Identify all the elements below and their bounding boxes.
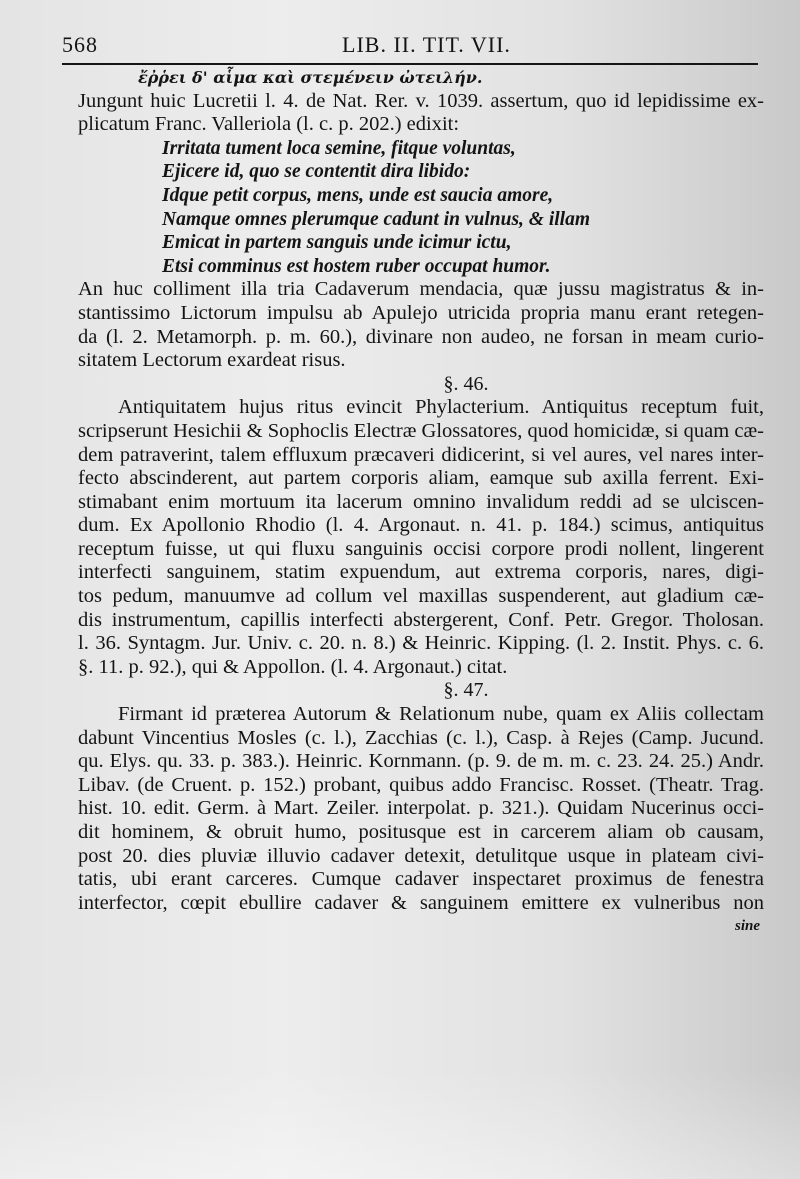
text-line: tatis, ubi erant carceres. Cumque cadaver inspectaret proximus de fenestra — [78, 868, 764, 891]
section-number: §. 47. — [443, 679, 489, 702]
text-line: qu. Elys. qu. 33. p. 383.). Heinric. Kornmann. (p. 9. de m. m. c. 23. 24. 25.) Andr. — [78, 750, 764, 773]
verse-line: Idque petit corpus, mens, unde est saucia amore, — [162, 184, 554, 206]
text-line: stimabant enim mortuum ita lacerum omnino invalidum reddi ad se ulciscen- — [78, 490, 764, 513]
section-number: §. 46. — [443, 372, 489, 395]
text-line: scripserunt Hesichii & Sophoclis Electræ Glossatores, quod homicidæ, si quam cæ- — [78, 419, 764, 442]
text-line: Firmant id præterea Autorum & Relationum nube, quam ex Aliis collectam — [118, 703, 764, 726]
text-line: Antiquitatem hujus ritus evincit Phylacterium. Antiquitus receptum fuit, — [118, 396, 764, 419]
verse-line: Irritata tument loca semine, fitque voluntas, — [162, 137, 516, 159]
text-line: post 20. dies pluviæ illuvio cadaver detexit, detulitque usque in plateam civi- — [78, 844, 764, 867]
body-text — [78, 66, 764, 939]
text-line: dem patraverint, talem effluxum præcaveri didicerint, si vel aures, vel nares inter- — [78, 443, 764, 466]
greek-quote-line: ἔῤῥει δ' αἷμα καὶ στεμένειν ὠτειλήν. — [138, 68, 483, 87]
verse-line: Ejicere id, quo se contentit dira libido: — [162, 161, 471, 183]
running-head: LIB. II. TIT. VII. — [342, 32, 511, 57]
page-header — [50, 32, 750, 62]
text-line: stantissimo Lictorum impulsu ab Apulejo utricida propria manu erant retegen- — [78, 301, 764, 324]
text-line: fecto abscinderent, aut partem corporis aliam, eamque sub axilla ferrent. Exi- — [78, 467, 764, 490]
header-rule — [62, 63, 758, 65]
verse-line: Namque omnes plerumque cadunt in vulnus, & illam — [162, 208, 590, 230]
text-line: da (l. 2. Metamorph. p. m. 60.), divinare non audeo, ne forsan in meam curio- — [78, 325, 764, 348]
verse-line: Emicat in partem sanguis unde icimur ictu, — [162, 232, 512, 254]
text-line: §. 11. p. 92.), qui & Appollon. (l. 4. Argonaut.) citat. — [78, 655, 508, 678]
verse-line: Etsi comminus est hostem ruber occupat humor. — [162, 255, 551, 277]
text-line: interfecti sanguinem, statim expuendum, aut extrema corporis, nares, digi- — [78, 561, 764, 584]
catchword: sine — [734, 918, 760, 935]
text-line: interfector, cœpit ebullire cadaver & sanguinem emittere ex vulneribus non — [78, 891, 764, 914]
page-number: 568 — [62, 32, 98, 57]
text-line: An huc colliment illa tria Cadaverum mendacia, quæ jussu magistratus & in- — [78, 278, 764, 301]
text-line: dum. Ex Apollonio Rhodio (l. 4. Argonaut. n. 41. p. 184.) scimus, antiquitus — [78, 514, 764, 537]
text-line: Libav. (de Cruent. p. 152.) probant, quibus addo Francisc. Rosset. (Theatr. Trag. — [78, 773, 764, 796]
text-line: dabunt Vincentius Mosles (c. l.), Zacchias (c. l.), Casp. à Rejes (Camp. Jucund. — [78, 726, 764, 749]
text-line: tos pedum, manuumve ad collum vel maxillas suspenderent, aut gladium cæ- — [78, 585, 764, 608]
text-line: Jungunt huic Lucretii l. 4. de Nat. Rer. v. 1039. assertum, quo id lepidissime ex- — [78, 89, 764, 112]
text-line: receptum fuisse, ut qui fluxu sanguinis occisi corpore prodi nollent, lingerent — [78, 537, 764, 560]
text-line: l. 36. Syntagm. Jur. Univ. c. 20. n. 8.) & Heinric. Kipping. (l. 2. Instit. Phys. c. 6. — [78, 632, 764, 655]
text-line: plicatum Franc. Valleriola (l. c. p. 202.) edixit: — [78, 113, 460, 136]
text-line: sitatem Lectorum exardeat risus. — [78, 349, 346, 372]
text-line: dis instrumentum, capillis interfecti abstergerent, Conf. Petr. Gregor. Tholosan. — [78, 608, 764, 631]
text-line: hist. 10. edit. Germ. à Mart. Zeiler. interpolat. p. 321.). Quidam Nucerinus occi- — [78, 797, 764, 820]
text-line: dit hominem, & obruit humo, positusque est in carcerem aliam ob causam, — [78, 821, 764, 843]
